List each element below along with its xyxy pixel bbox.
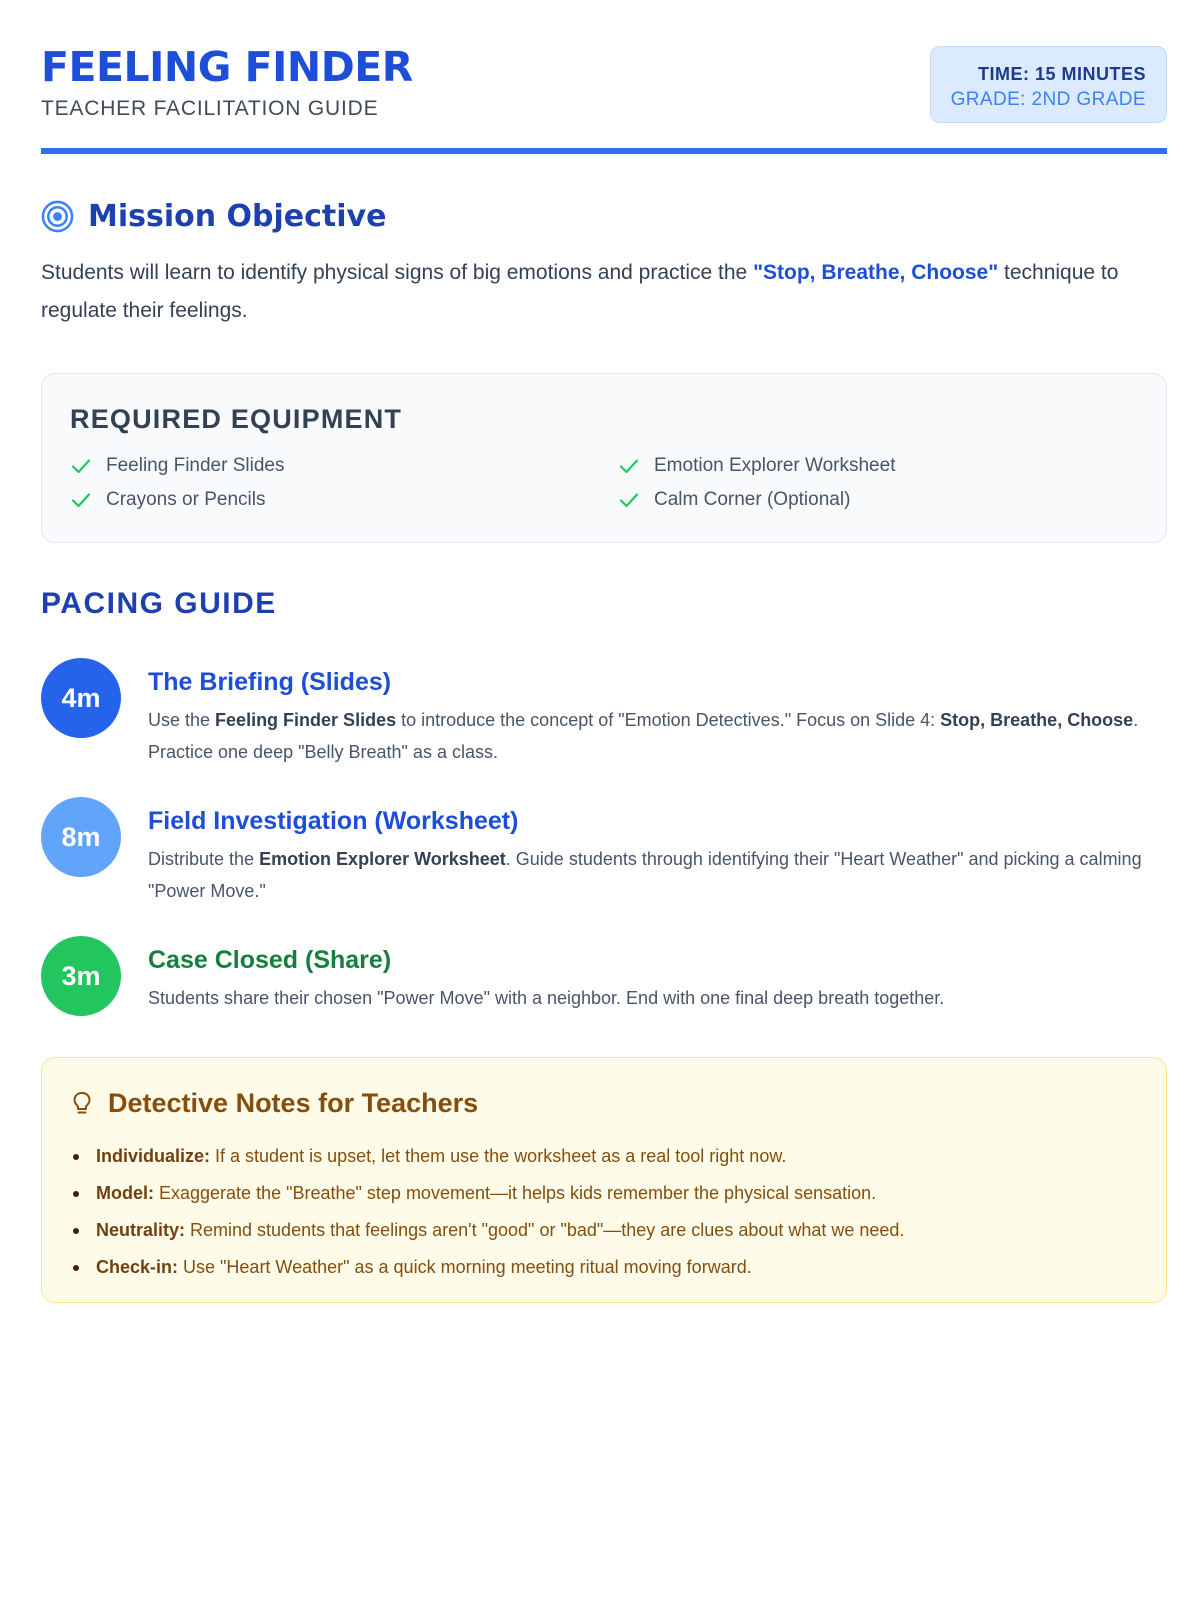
notes-title: Detective Notes for Teachers: [108, 1088, 479, 1118]
step-title: The Briefing (Slides): [148, 668, 392, 696]
mission-title: Mission Objective: [88, 199, 387, 234]
equipment-item-label: Crayons or Pencils: [106, 488, 266, 510]
step-duration-badge: 8m: [41, 797, 121, 877]
note-label: Individualize:: [96, 1146, 211, 1166]
notes-list: [70, 1138, 1130, 1286]
note-label: Model:: [96, 1183, 154, 1203]
header: [41, 0, 1167, 154]
mission-heading: [41, 199, 386, 234]
mission-technique: "Stop, Breathe, Choose": [753, 261, 999, 284]
mission-text-end: technique to regulate their feelings.: [41, 261, 1119, 322]
page-subtitle: TEACHER FACILITATION GUIDE: [41, 97, 379, 120]
equipment-item-label: Calm Corner (Optional): [654, 488, 851, 510]
step-duration-badge: 4m: [41, 658, 121, 738]
note-text: Exaggerate the "Breathe" step movement—it helps kids remember the physical sensation.: [154, 1183, 877, 1203]
note-label: Neutrality:: [96, 1220, 186, 1240]
equipment-item: [70, 488, 618, 511]
step-description-text: Distribute the: [148, 849, 260, 869]
teacher-notes-card: [41, 1057, 1167, 1303]
equipment-list: [70, 454, 1140, 511]
step-description-emphasis: Emotion Explorer Worksheet: [259, 849, 506, 869]
check-icon: [70, 455, 92, 477]
step-description: [148, 843, 1167, 907]
equipment-card: [41, 373, 1167, 543]
equipment-item-label: Feeling Finder Slides: [106, 454, 285, 476]
note-label: Check-in:: [96, 1257, 179, 1277]
notes-heading: [70, 1088, 478, 1119]
note-item: [70, 1249, 1130, 1286]
equipment-item: [70, 454, 618, 477]
equipment-item-label: Emotion Explorer Worksheet: [654, 454, 896, 476]
facilitation-guide-page: [41, 0, 1167, 1277]
note-item: [70, 1175, 1130, 1212]
equipment-title: REQUIRED EQUIPMENT: [70, 404, 403, 434]
note-item: [70, 1138, 1130, 1175]
page-title: FEELING FINDER: [41, 43, 413, 91]
step-description: [148, 982, 1167, 1014]
step-description-text: to introduce the concept of "Emotion Detectives." Focus on Slide 4:: [396, 710, 941, 730]
step-description: [148, 704, 1167, 768]
grade-label: GRADE: 2ND GRADE: [950, 89, 1146, 110]
note-text: Use "Heart Weather" as a quick morning meeting ritual moving forward.: [178, 1257, 752, 1277]
check-icon: [618, 489, 640, 511]
target-icon: [41, 200, 74, 233]
lightbulb-icon: [70, 1090, 94, 1118]
step-duration-badge: 3m: [41, 936, 121, 1016]
check-icon: [618, 455, 640, 477]
step-description-text: Students share their chosen "Power Move" with a neighbor. End with one final deep breath together.: [148, 988, 945, 1008]
mission-text: [41, 254, 1167, 330]
mission-text-start: Students will learn to identify physical signs of big emotions and practice the: [41, 261, 754, 284]
step-description-text: . Practice one deep "Belly Breath" as a class.: [148, 710, 1139, 762]
step-title: Case Closed (Share): [148, 946, 392, 974]
equipment-item: [618, 454, 1138, 477]
step-description-emphasis: Feeling Finder Slides: [215, 710, 397, 730]
step-description-text: . Guide students through identifying their "Heart Weather" and picking a calming "Power Move.": [148, 849, 1142, 901]
note-item: [70, 1212, 1130, 1249]
step-description-text: Use the: [148, 710, 216, 730]
note-text: Remind students that feelings aren't "good" or "bad"—they are clues about what we need.: [185, 1220, 905, 1240]
equipment-item: [618, 488, 1138, 511]
check-icon: [70, 489, 92, 511]
time-label: TIME: 15 MINUTES: [977, 64, 1146, 84]
step-description-emphasis: Stop, Breathe, Choose: [940, 710, 1134, 730]
note-text: If a student is upset, let them use the worksheet as a real tool right now.: [210, 1146, 787, 1166]
pacing-title: PACING GUIDE: [41, 587, 277, 620]
session-info-badge: [930, 46, 1167, 123]
step-title: Field Investigation (Worksheet): [148, 807, 519, 835]
